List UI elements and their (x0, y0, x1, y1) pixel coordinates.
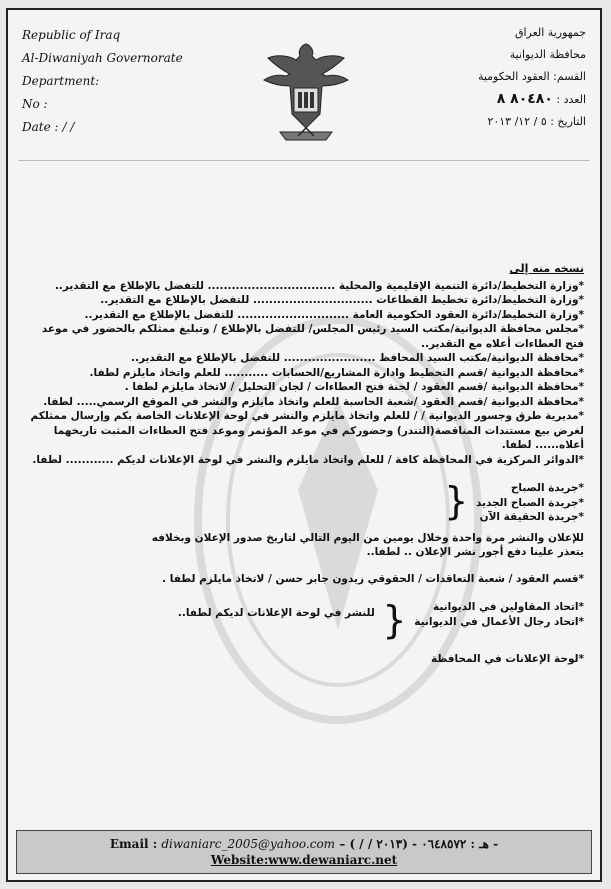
governorate-ar: محافظة الديوانية (509, 48, 586, 61)
newspapers-note (152, 525, 584, 560)
newspaper-list (476, 481, 584, 525)
reference-number: ٨٠٤٨٠ ٨ (496, 91, 553, 107)
recipient-line-6: *محافظة الديوانية /قسم التخطيط وادارة المشاريع/الحسابات ........... للعلم واتخاذ مايلزم لطفا. (89, 366, 584, 379)
unions-note (178, 600, 375, 621)
recipient-line-2: *وزارة التخطيط/دائرة تخطيط القطاعات .............................. للتفضل بالإطلاع مع التقدير.. (100, 294, 584, 306)
brace-icon: { (444, 479, 469, 523)
recipient-line-5: *محافظة الديوانية/مكتب السيد المحافظ ....................... للتفضل بالإطلاع مع التقدير.. (130, 352, 584, 364)
distribution-list (22, 262, 584, 667)
phone-text: هـ : ٠٦٤٨٥٧٢ - (٢٠١٣ / / ) - (349, 837, 499, 851)
recipient-line-7: *محافظة الديوانية /قسم العقود / لجنة فتح العطاءات / لجان التحليل / لاتخاذ مايلزم لطفا . (124, 381, 584, 393)
number-ar (478, 88, 586, 111)
newspaper-item: *جريدة الصباح (510, 482, 584, 494)
eagle-emblem-icon (260, 40, 352, 144)
header-separator (18, 160, 590, 161)
recipient-line-3: *وزارة التخطيط/دائرة العقود الحكومية العامة ............................ للتفضل بالإطلاع مع التقدير.. (84, 308, 584, 321)
recipient-line-8: *محافظة الديوانية /قسم العقود /شعبة الحاسبة للعلم واتخاذ مايلزم والنشر في الموقع الرسمي..... لطفا. (43, 395, 584, 408)
footer-line-1: Email : diwaniarc_2005@yahoo.com – هـ : ٠٦٤٨٥٧٢ - (٢٠١٣ / / ) - (109, 837, 499, 851)
notice-board-line: *لوحة الإعلانات في المحافظة (431, 653, 584, 665)
email-label: Email : (109, 837, 158, 851)
newspaper-item: *جريدة الصباح الجديد (476, 496, 584, 509)
department-ar: القسم: العقود الحكومية (477, 70, 586, 83)
union-item: *اتحاد رجال الأعمال في الديوانية (414, 615, 584, 628)
recipient-line-10: *الدوائر المركزية في المحافظة كافة / للعلم واتخاذ مايلزم والنشر في لوحة الإعلانات لديكم ............ لطفا. (32, 453, 584, 466)
country-en: Republic of Iraq (22, 28, 121, 42)
copy-to-title: نسخه منه إلى (509, 262, 584, 275)
country-ar: جمهورية العراق (514, 26, 586, 39)
newspapers-group (22, 481, 584, 560)
header-left (22, 24, 183, 139)
newspaper-item: *جريدة الحقيقة الآن (479, 511, 584, 523)
document-page (6, 8, 602, 882)
union-item: *اتحاد المقاولين في الديوانية (432, 601, 584, 613)
newspapers-note-line: للإعلان والنشر مرة واحدة وخلال يومين من اليوم التالي لتاريخ صدور الإعلان وبخلافه (151, 531, 584, 544)
newspapers-note-line: يتعذر علينا دفع أجور نشر الإعلان .. لطفا.. (366, 546, 584, 558)
recipient-line-9: *مديرية طرق وجسور الديوانية / / للعلم واتخاذ مايلزم والنشر في لوحة الإعلانات الخاصة بكم وإرسال ممثلكم لغرض بيع مستندات المناقصة(التندر) وحضوركم في موعد المؤتمر وموعد فتح العطاءات المثبت تاريخهما أعلاه...... لطفا. (30, 410, 584, 451)
website-text: Website:www.dewaniarc.net (210, 853, 398, 867)
recipient-line-4: *مجلس محافظة الديوانية/مكتب السيد رئيس المجلس/ للتفضل بالإطلاع / وتبليغ ممثلكم بالحضور في موعد فتح العطاءات أعلاه مع التقدير.. (41, 323, 584, 350)
union-list (414, 600, 584, 629)
number-en: No : (22, 97, 48, 111)
header-right (478, 22, 586, 133)
brace-icon: { (382, 598, 407, 642)
governorate-en: Al-Diwaniyah Governorate (22, 51, 183, 65)
contracts-line: *قسم العقود / شعبة التعاقدات / الحقوقي زيدون جابر حسن / لاتخاذ مايلزم لطفا . (162, 572, 584, 585)
unions-group (22, 600, 584, 640)
date-en: Date : / / (22, 120, 75, 134)
date-ar: التاريخ : ٥ / ١٢/ ٢٠١٣ (487, 115, 586, 128)
recipient-line-1: *وزارة التخطيط/دائرة التنمية الإقليمية والمحلية ................................ للتفضل بالإطلاع مع التقدير.. (54, 279, 584, 292)
department-en: Department: (22, 74, 100, 88)
footer-contact (16, 830, 592, 874)
unions-note-line: للنشر في لوحة الإعلانات لديكم لطفا.. (177, 607, 375, 619)
number-label: العدد : (556, 93, 586, 106)
email-address: diwaniarc_2005@yahoo.com (161, 837, 336, 851)
